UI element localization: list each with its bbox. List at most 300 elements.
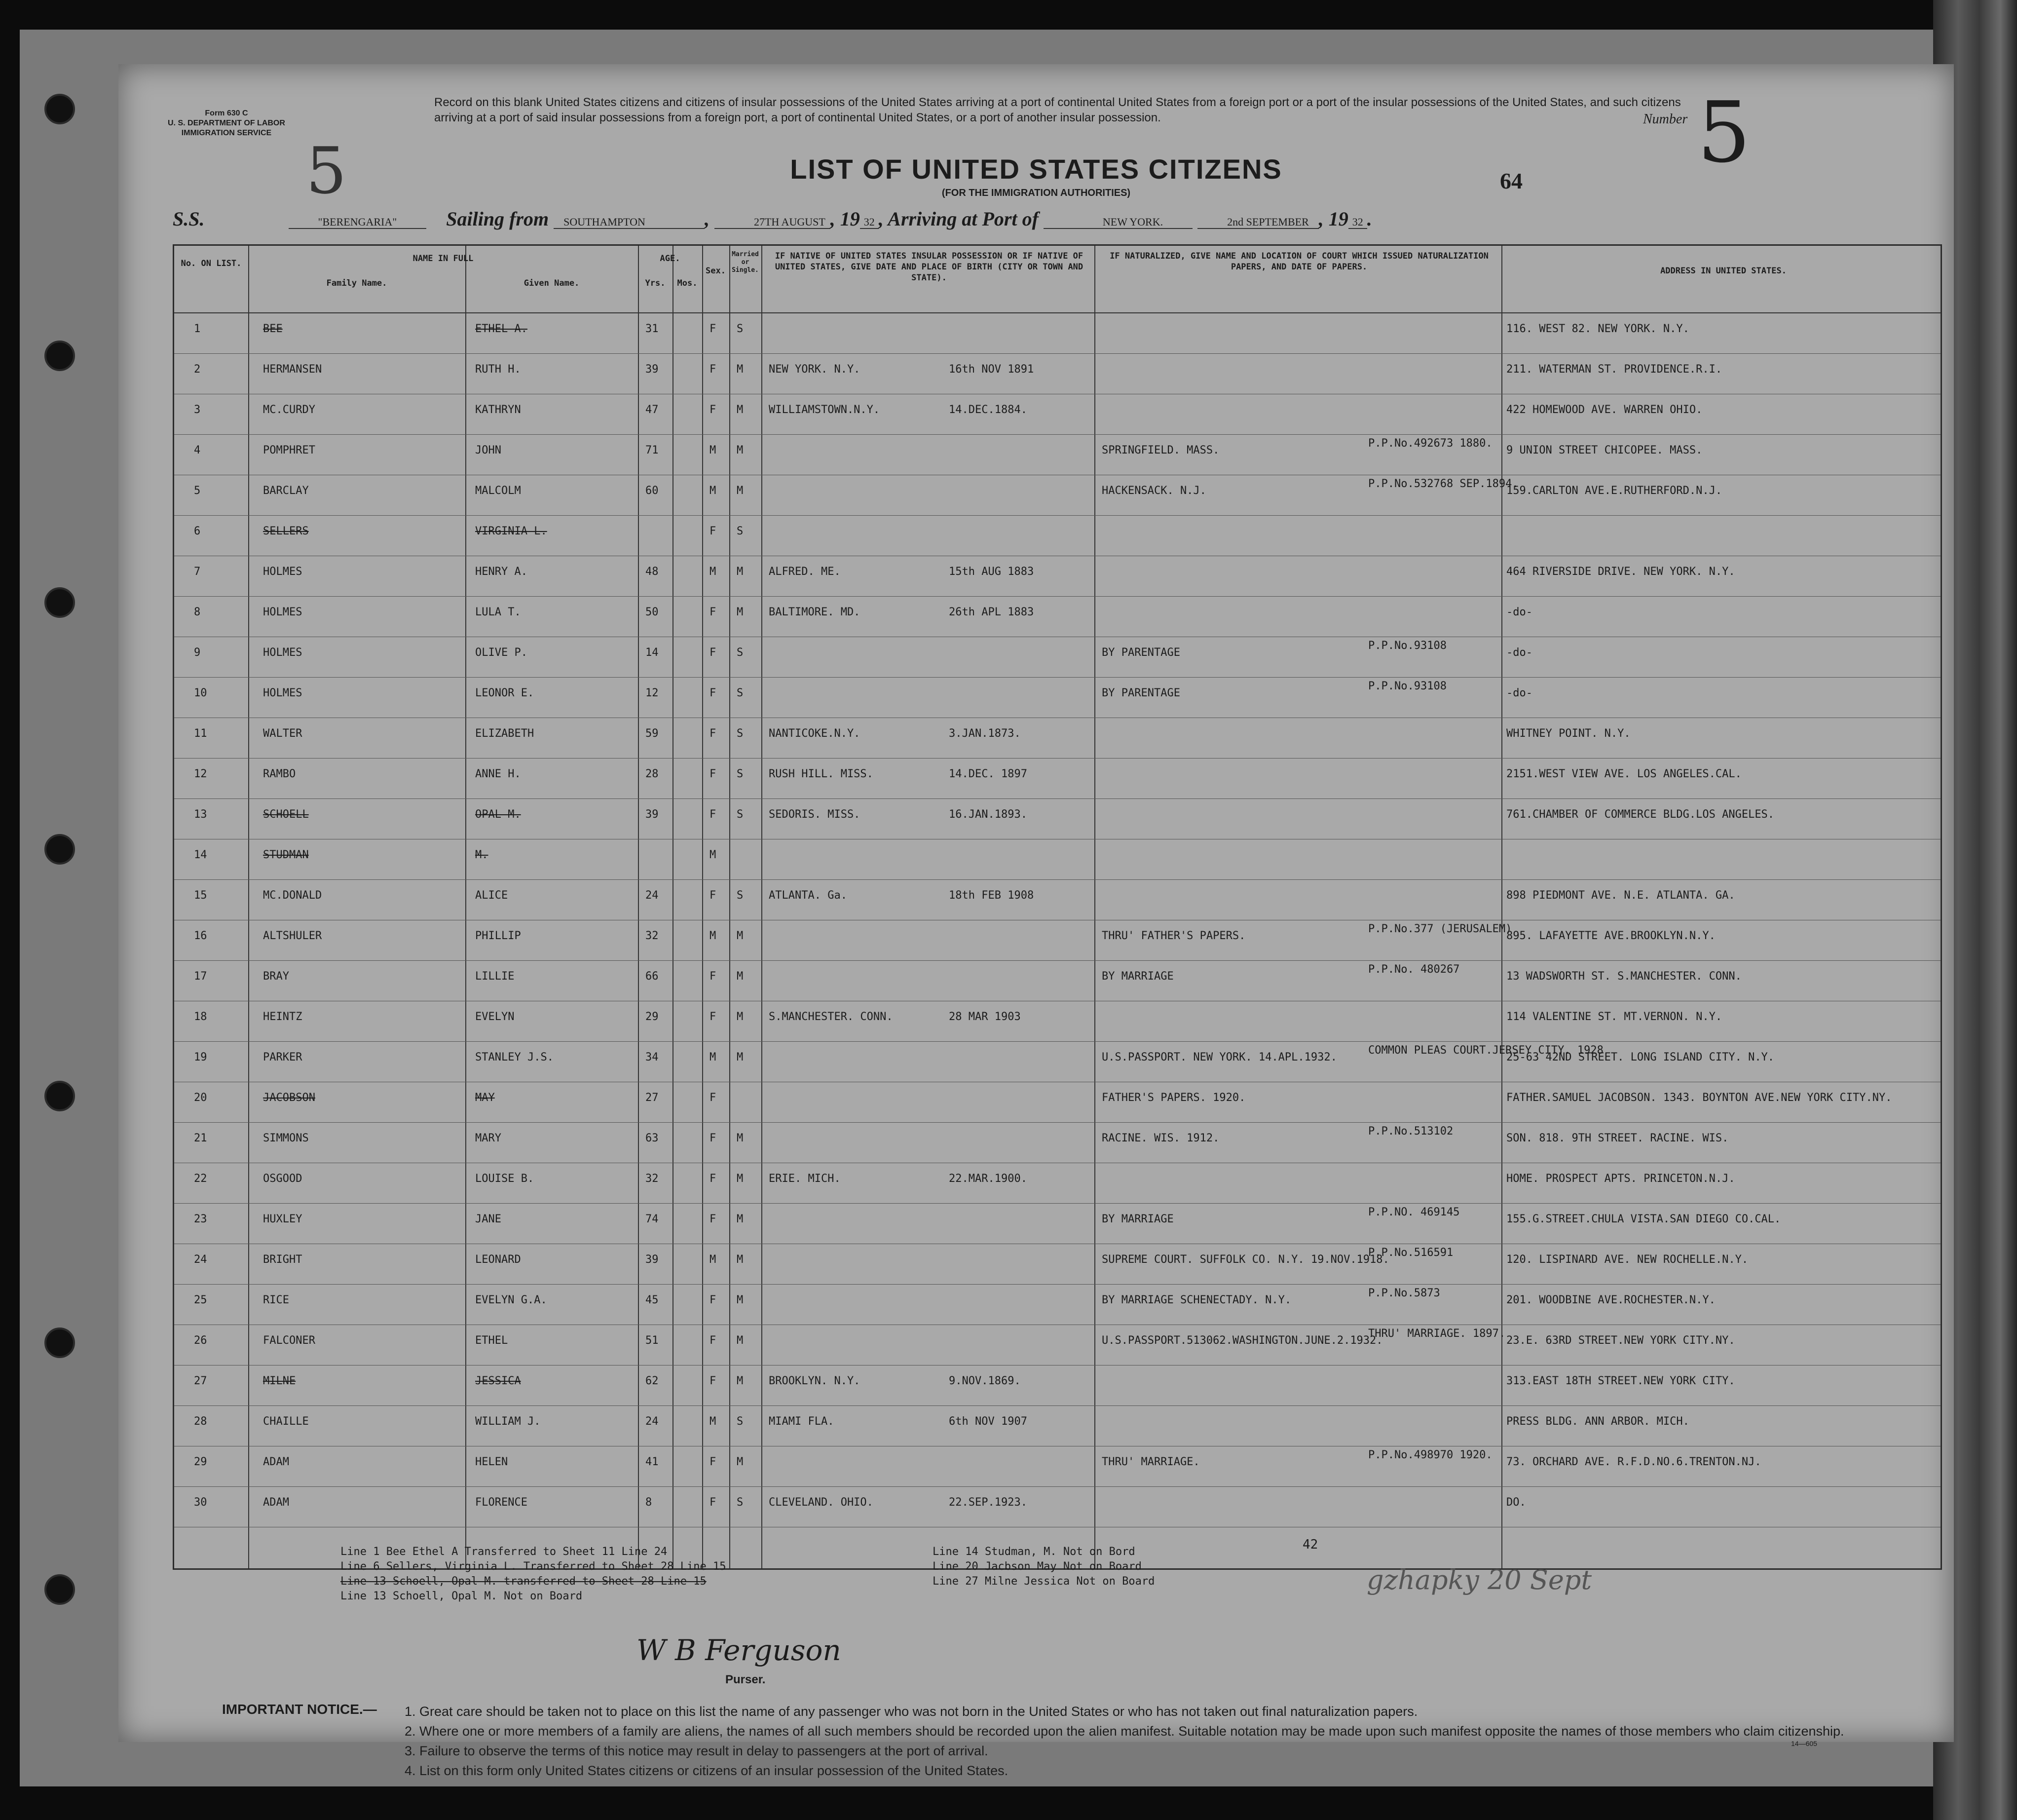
cell-sex: M xyxy=(710,849,716,861)
binder-hole xyxy=(44,1081,75,1111)
cell-no: 12 xyxy=(194,768,207,780)
cell-family: BARCLAY xyxy=(263,485,309,497)
cell-family: MC.CURDY xyxy=(263,404,315,416)
cell-address: 422 HOMEWOOD AVE. WARREN OHIO. xyxy=(1506,404,1703,416)
cell-ms: M xyxy=(737,606,744,618)
cell-nat2: THRU' MARRIAGE. 1897. xyxy=(1368,1327,1506,1340)
cell-ms: M xyxy=(737,1213,744,1225)
cell-no: 20 xyxy=(194,1092,207,1104)
cell-address: -do- xyxy=(1506,646,1532,659)
cell-no: 11 xyxy=(194,727,207,740)
cell-sex: M xyxy=(710,566,716,578)
cell-sex: F xyxy=(710,1132,716,1144)
cell-given: KATHRYN xyxy=(475,404,521,416)
table-row xyxy=(174,598,1941,637)
table-row xyxy=(174,477,1941,515)
cell-family: FALCONER xyxy=(263,1334,315,1347)
cell-given: ETHEL A. xyxy=(475,323,527,335)
table-row xyxy=(174,1286,1941,1325)
cell-ms: M xyxy=(737,1173,744,1185)
purser-label: Purser. xyxy=(725,1673,766,1686)
cell-family: HOLMES xyxy=(263,687,302,699)
cell-address: 73. ORCHARD AVE. R.F.D.NO.6.TRENTON.NJ. xyxy=(1506,1456,1761,1468)
cell-address: 116. WEST 82. NEW YORK. N.Y. xyxy=(1506,323,1689,335)
cell-sex: F xyxy=(710,727,716,740)
cell-nat1: BY MARRIAGE SCHENECTADY. N.Y. xyxy=(1102,1294,1292,1306)
cell-given: ALICE xyxy=(475,889,508,902)
cell-birth-place: RUSH HILL. MISS. xyxy=(769,768,873,780)
cell-age: 59 xyxy=(645,727,659,740)
cell-given: LEONOR E. xyxy=(475,687,534,699)
cell-given: JOHN xyxy=(475,444,501,456)
cell-family: BRIGHT xyxy=(263,1253,302,1266)
cell-ms: M xyxy=(737,566,744,578)
cell-family: MC.DONALD xyxy=(263,889,322,902)
cell-given: LULA T. xyxy=(475,606,521,618)
cell-address: 23.E. 63RD STREET.NEW YORK CITY.NY. xyxy=(1506,1334,1735,1347)
cell-no: 9 xyxy=(194,646,201,659)
cell-address: 898 PIEDMONT AVE. N.E. ATLANTA. GA. xyxy=(1506,889,1735,902)
number-label: Number xyxy=(1643,112,1688,127)
header-yrs: Yrs. xyxy=(645,278,666,288)
cell-no: 3 xyxy=(194,404,201,416)
table-row xyxy=(174,881,1941,920)
notice-label: IMPORTANT NOTICE.— xyxy=(222,1702,377,1717)
cell-sex: F xyxy=(710,1456,716,1468)
cell-nat2: P.P.No.5873 xyxy=(1368,1287,1440,1299)
cell-sex: F xyxy=(710,768,716,780)
manifest-sheet xyxy=(118,64,1954,1778)
cell-no: 2 xyxy=(194,363,201,376)
cell-nat1: HACKENSACK. N.J. xyxy=(1102,485,1206,497)
footnotes-right xyxy=(933,1545,1155,1589)
cell-address: 313.EAST 18TH STREET.NEW YORK CITY. xyxy=(1506,1375,1735,1387)
binder-hole xyxy=(44,1574,75,1605)
cell-address: 159.CARLTON AVE.E.RUTHERFORD.N.J. xyxy=(1506,485,1722,497)
cell-nat1: FATHER'S PAPERS. 1920. xyxy=(1102,1092,1246,1104)
cell-address: 211. WATERMAN ST. PROVIDENCE.R.I. xyxy=(1506,363,1722,376)
cell-nat1: U.S.PASSPORT.513062.WASHINGTON.JUNE.2.1932. xyxy=(1102,1334,1383,1347)
table-row xyxy=(174,315,1941,353)
cell-family: JACOBSON xyxy=(263,1092,315,1104)
table-row xyxy=(174,436,1941,475)
cell-age: 51 xyxy=(645,1334,659,1347)
cell-sex: F xyxy=(710,889,716,902)
cell-nat1: SUPREME COURT. SUFFOLK CO. N.Y. 19.NOV.1918. xyxy=(1102,1253,1389,1266)
cell-birth-date: 3.JAN.1873. xyxy=(949,727,1021,740)
header-note: Record on this blank United States citizens and citizens of insular possessions of the United States arriving at a port of continental United States from a foreign port or a port of the insular possessions of the United States, and such citizens arriving at a port of said insular possessions from a foreign port, a port of continental United States, or a port of another insular possession. xyxy=(434,96,1681,124)
cell-nat1: THRU' FATHER'S PAPERS. xyxy=(1102,930,1246,942)
cell-sex: F xyxy=(710,1496,716,1509)
table-row xyxy=(174,1488,1941,1527)
cell-address: 9 UNION STREET CHICOPEE. MASS. xyxy=(1506,444,1703,456)
table-row xyxy=(174,1205,1941,1244)
cell-family: HERMANSEN xyxy=(263,363,322,376)
cell-nat1: U.S.PASSPORT. NEW YORK. 14.APL.1932. xyxy=(1102,1051,1337,1063)
cell-no: 13 xyxy=(194,808,207,821)
cell-sex: F xyxy=(710,687,716,699)
table-row xyxy=(174,1003,1941,1041)
cell-age: 74 xyxy=(645,1213,659,1225)
cell-family: HUXLEY xyxy=(263,1213,302,1225)
cell-address: 13 WADSWORTH ST. S.MANCHESTER. CONN. xyxy=(1506,970,1742,983)
notice-item: 3. Failure to observe the terms of this notice may result in delay to passengers at the port of arrival. xyxy=(405,1744,988,1758)
voyage-line: S.S. "BERENGARIA" Sailing from SOUTHAMPTON , 27TH AUGUST , 19 32 , Arriving at Port of NEW YORK. 2nd SEPTEMBER , 19 32 . xyxy=(173,208,1372,230)
cell-birth-place: ERIE. MICH. xyxy=(769,1173,841,1185)
page-title: LIST OF UNITED STATES CITIZENS xyxy=(790,153,1282,185)
cell-given: ETHEL xyxy=(475,1334,508,1347)
form-identifier: Form 630 C U. S. DEPARTMENT OF LABOR IMMIGRATION SERVICE xyxy=(168,109,285,137)
form-code: 14—605 xyxy=(1791,1740,1817,1747)
cell-given: FLORENCE xyxy=(475,1496,527,1509)
cell-age: 62 xyxy=(645,1375,659,1387)
cell-given: LEONARD xyxy=(475,1253,521,1266)
cell-no: 7 xyxy=(194,566,201,578)
table-row xyxy=(174,355,1941,394)
header-sex: Sex. xyxy=(706,266,726,276)
departure-port: SOUTHAMPTON xyxy=(554,216,705,229)
cell-no: 19 xyxy=(194,1051,207,1063)
table-row xyxy=(174,720,1941,758)
cell-sex: F xyxy=(710,1173,716,1185)
handwritten-note: gzhapky 20 Sept xyxy=(1367,1564,1592,1595)
cell-sex: M xyxy=(710,444,716,456)
cell-family: WALTER xyxy=(263,727,302,740)
cell-nat2: P.P.No.513102 xyxy=(1368,1125,1454,1138)
cell-address: 464 RIVERSIDE DRIVE. NEW YORK. N.Y. xyxy=(1506,566,1735,578)
cell-family: POMPHRET xyxy=(263,444,315,456)
cell-given: ELIZABETH xyxy=(475,727,534,740)
notice-item: 2. Where one or more members of a family are aliens, the names of all such members should be recorded upon the alien manifest. Suitable notation may be made upon such manifest opposite the names of those members who claim citizenship. xyxy=(405,1724,1844,1739)
footnote: Line 20 Jacbson May Not on Board xyxy=(933,1560,1142,1573)
cell-age: 8 xyxy=(645,1496,652,1509)
cell-sex: F xyxy=(710,970,716,983)
header-no: No. ON LIST. xyxy=(181,259,242,268)
cell-sex: M xyxy=(710,1415,716,1428)
cell-age: 48 xyxy=(645,566,659,578)
cell-age: 50 xyxy=(645,606,659,618)
table-row xyxy=(174,1084,1941,1122)
cell-family: HOLMES xyxy=(263,566,302,578)
cell-ms: M xyxy=(737,970,744,983)
cell-address: SON. 818. 9TH STREET. RACINE. WIS. xyxy=(1506,1132,1729,1144)
cell-address: 2151.WEST VIEW AVE. LOS ANGELES.CAL. xyxy=(1506,768,1742,780)
cell-given: OPAL M. xyxy=(475,808,521,821)
cell-nat2: P.P.No.498970 1920. xyxy=(1368,1449,1493,1461)
cell-family: RAMBO xyxy=(263,768,296,780)
cell-given: PHILLIP xyxy=(475,930,521,942)
cell-address: -do- xyxy=(1506,687,1532,699)
cell-family: OSGOOD xyxy=(263,1173,302,1185)
cell-given: MARY xyxy=(475,1132,501,1144)
cell-nat2: P.P.No.492673 1880. xyxy=(1368,437,1493,450)
cell-address: 201. WOODBINE AVE.ROCHESTER.N.Y. xyxy=(1506,1294,1716,1306)
footnote: Line 1 Bee Ethel A Transferred to Sheet 11 Line 24 xyxy=(340,1546,668,1558)
binder-hole xyxy=(44,587,75,618)
footnote: Line 13 Schoell, Opal M. Not on Board xyxy=(340,1590,583,1602)
cell-no: 27 xyxy=(194,1375,207,1387)
cell-given: LILLIE xyxy=(475,970,515,983)
cell-age: 29 xyxy=(645,1011,659,1023)
cell-family: RICE xyxy=(263,1294,289,1306)
binder-hole xyxy=(44,94,75,124)
cell-ms: M xyxy=(737,1334,744,1347)
cell-sex: F xyxy=(710,363,716,376)
cell-age: 31 xyxy=(645,323,659,335)
cell-given: VIRGINIA L. xyxy=(475,525,547,537)
cell-address: DO. xyxy=(1506,1496,1526,1509)
footnote: Line 27 Milne Jessica Not on Board xyxy=(933,1575,1155,1588)
cell-sex: F xyxy=(710,606,716,618)
cell-no: 15 xyxy=(194,889,207,902)
footnotes-left xyxy=(340,1545,726,1604)
cell-no: 18 xyxy=(194,1011,207,1023)
cell-no: 22 xyxy=(194,1173,207,1185)
footnote: Line 6 Sellers, Virginia L. Transferred to Sheet 28 Line 15 xyxy=(340,1560,726,1573)
cell-sex: F xyxy=(710,1375,716,1387)
cell-age: 24 xyxy=(645,889,659,902)
cell-age: 12 xyxy=(645,687,659,699)
table-row xyxy=(174,1448,1941,1486)
table-row xyxy=(174,1124,1941,1163)
cell-ms: S xyxy=(737,525,744,537)
cell-birth-place: WILLIAMSTOWN.N.Y. xyxy=(769,404,880,416)
table-row xyxy=(174,760,1941,798)
cell-nat2: COMMON PLEAS COURT.JERSEY CITY. 1928 xyxy=(1368,1044,1604,1057)
cell-address: WHITNEY POINT. N.Y. xyxy=(1506,727,1631,740)
cell-birth-date: 18th FEB 1908 xyxy=(949,889,1034,902)
cell-age: 14 xyxy=(645,646,659,659)
cell-birth-date: 26th APL 1883 xyxy=(949,606,1034,618)
passenger-table xyxy=(173,244,1942,1570)
table-row xyxy=(174,1043,1941,1082)
cell-nat2: P.P.NO. 469145 xyxy=(1368,1206,1460,1218)
cell-no: 4 xyxy=(194,444,201,456)
cell-family: SIMMONS xyxy=(263,1132,309,1144)
cell-nat2: P.P.No.93108 xyxy=(1368,640,1447,652)
cell-nat1: BY PARENTAGE xyxy=(1102,687,1180,699)
cell-no: 5 xyxy=(194,485,201,497)
cell-ms: M xyxy=(737,1253,744,1266)
cell-ms: M xyxy=(737,444,744,456)
cell-birth-place: ALFRED. ME. xyxy=(769,566,841,578)
cell-birth-date: 22.MAR.1900. xyxy=(949,1173,1027,1185)
cell-ms: S xyxy=(737,687,744,699)
departure-date: 27TH AUGUST xyxy=(714,216,830,229)
cell-age: 71 xyxy=(645,444,659,456)
cell-given: WILLIAM J. xyxy=(475,1415,541,1428)
cell-sex: F xyxy=(710,1294,716,1306)
cell-given: HENRY A. xyxy=(475,566,527,578)
table-row xyxy=(174,1246,1941,1284)
cell-sex: F xyxy=(710,808,716,821)
cell-birth-date: 14.DEC. 1897 xyxy=(949,768,1027,780)
cell-no: 14 xyxy=(194,849,207,861)
cell-nat2: P.P.No.93108 xyxy=(1368,680,1447,692)
cell-sex: F xyxy=(710,1334,716,1347)
cell-family: ADAM xyxy=(263,1456,289,1468)
cell-birth-date: 22.SEP.1923. xyxy=(949,1496,1027,1509)
cell-age: 66 xyxy=(645,970,659,983)
cell-family: STUDMAN xyxy=(263,849,309,861)
cell-family: BEE xyxy=(263,323,283,335)
cell-ms: S xyxy=(737,323,744,335)
cell-given: RUTH H. xyxy=(475,363,521,376)
cell-birth-date: 28 MAR 1903 xyxy=(949,1011,1021,1023)
cell-address: PRESS BLDG. ANN ARBOR. MICH. xyxy=(1506,1415,1689,1428)
cell-no: 26 xyxy=(194,1334,207,1347)
cell-birth-place: BROOKLYN. N.Y. xyxy=(769,1375,860,1387)
cell-nat1: RACINE. WIS. 1912. xyxy=(1102,1132,1220,1144)
cell-birth-date: 16.JAN.1893. xyxy=(949,808,1027,821)
cell-age: 60 xyxy=(645,485,659,497)
cell-ms: M xyxy=(737,404,744,416)
cell-ms: M xyxy=(737,1051,744,1063)
cell-birth-place: SEDORIS. MISS. xyxy=(769,808,860,821)
cell-nat1: BY PARENTAGE xyxy=(1102,646,1180,659)
cell-family: CHAILLE xyxy=(263,1415,309,1428)
table-row xyxy=(174,639,1941,677)
cell-ms: M xyxy=(737,1456,744,1468)
cell-family: HEINTZ xyxy=(263,1011,302,1023)
cell-family: ALTSHULER xyxy=(263,930,322,942)
cell-age: 34 xyxy=(645,1051,659,1063)
cell-sex: M xyxy=(710,1051,716,1063)
cell-ms: S xyxy=(737,889,744,902)
header-address: ADDRESS IN UNITED STATES. xyxy=(1660,266,1787,276)
cell-age: 24 xyxy=(645,1415,659,1428)
cell-no: 1 xyxy=(194,323,201,335)
cell-birth-place: NEW YORK. N.Y. xyxy=(769,363,860,376)
table-row xyxy=(174,800,1941,839)
header-given-name: Given Name. xyxy=(523,278,580,288)
cell-address: FATHER.SAMUEL JACOBSON. 1343. BOYNTON AVE.NEW YORK CITY.NY. xyxy=(1506,1092,1892,1104)
cell-given: JESSICA xyxy=(475,1375,521,1387)
cell-ms: M xyxy=(737,1375,744,1387)
footnote: Line 13 Schoell, Opal M. transferred to Sheet 28 Line 15 xyxy=(340,1575,707,1588)
table-row xyxy=(174,1407,1941,1446)
cell-nat2: P.P.No.516591 xyxy=(1368,1247,1454,1259)
stamp-number: 64 xyxy=(1500,168,1523,193)
cell-nat1: BY MARRIAGE xyxy=(1102,970,1174,983)
table-row xyxy=(174,922,1941,960)
cell-nat1: THRU' MARRIAGE. xyxy=(1102,1456,1200,1468)
cell-ms: S xyxy=(737,727,744,740)
cell-given: HELEN xyxy=(475,1456,508,1468)
cell-family: MILNE xyxy=(263,1375,296,1387)
table-row xyxy=(174,558,1941,596)
cell-family: BRAY xyxy=(263,970,289,983)
cell-no: 24 xyxy=(194,1253,207,1266)
cell-ms: M xyxy=(737,1294,744,1306)
cell-birth-date: 14.DEC.1884. xyxy=(949,404,1027,416)
cell-family: HOLMES xyxy=(263,646,302,659)
cell-birth-place: BALTIMORE. MD. xyxy=(769,606,860,618)
table-row xyxy=(174,841,1941,879)
cell-no: 25 xyxy=(194,1294,207,1306)
cell-no: 17 xyxy=(194,970,207,983)
table-row xyxy=(174,1165,1941,1203)
list-number: 5 xyxy=(1697,84,1751,182)
cell-no: 16 xyxy=(194,930,207,942)
cell-birth-date: 6th NOV 1907 xyxy=(949,1415,1027,1428)
cell-sex: F xyxy=(710,646,716,659)
cell-address: 25-63 42ND STREET. LONG ISLAND CITY. N.Y. xyxy=(1506,1051,1775,1063)
cell-ms: S xyxy=(737,646,744,659)
cell-birth-place: ATLANTA. Ga. xyxy=(769,889,847,902)
ship-name: "BERENGARIA" xyxy=(289,216,427,229)
header-mos: Mos. xyxy=(677,278,698,288)
table-row xyxy=(174,679,1941,718)
cell-age: 45 xyxy=(645,1294,659,1306)
cell-age: 27 xyxy=(645,1092,659,1104)
cell-no: 21 xyxy=(194,1132,207,1144)
cell-sex: F xyxy=(710,525,716,537)
table-row xyxy=(174,517,1941,556)
cell-nat2: P.P.No.377 (JERUSALEM) xyxy=(1368,923,1512,935)
cell-ms: M xyxy=(737,1132,744,1144)
cell-no: 28 xyxy=(194,1415,207,1428)
cell-sex: M xyxy=(710,930,716,942)
cell-sex: F xyxy=(710,404,716,416)
cell-age: 63 xyxy=(645,1132,659,1144)
cell-ms: S xyxy=(737,808,744,821)
purser-signature: W B Ferguson xyxy=(636,1633,841,1667)
arrival-date: 2nd SEPTEMBER xyxy=(1197,216,1319,229)
important-notice xyxy=(405,1702,1924,1781)
cell-address: -do- xyxy=(1506,606,1532,618)
footnote: Line 14 Studman, M. Not on Bord xyxy=(933,1546,1135,1558)
cell-sex: F xyxy=(710,1213,716,1225)
cell-given: STANLEY J.S. xyxy=(475,1051,554,1063)
cell-address: 120. LISPINARD AVE. NEW ROCHELLE.N.Y. xyxy=(1506,1253,1749,1266)
cell-sex: F xyxy=(710,323,716,335)
cell-ms: S xyxy=(737,768,744,780)
cell-given: EVELYN G.A. xyxy=(475,1294,547,1306)
cell-nat2: P.P.No. 480267 xyxy=(1368,963,1460,976)
cell-address: 895. LAFAYETTE AVE.BROOKLYN.N.Y. xyxy=(1506,930,1716,942)
cell-age: 47 xyxy=(645,404,659,416)
cell-given: M. xyxy=(475,849,488,861)
cell-age: 32 xyxy=(645,930,659,942)
cell-nat1: BY MARRIAGE xyxy=(1102,1213,1174,1225)
table-row xyxy=(174,1367,1941,1405)
cell-age: 32 xyxy=(645,1173,659,1185)
handwritten-mark: 5 xyxy=(306,133,347,208)
cell-age: 28 xyxy=(645,768,659,780)
cell-sex: F xyxy=(710,1092,716,1104)
cell-no: 30 xyxy=(194,1496,207,1509)
cell-address: 761.CHAMBER OF COMMERCE BLDG.LOS ANGELES. xyxy=(1506,808,1775,821)
binder-hole xyxy=(44,1327,75,1358)
cell-no: 10 xyxy=(194,687,207,699)
page-subtitle: (FOR THE IMMIGRATION AUTHORITIES) xyxy=(941,188,1131,198)
footnote-number: 42 xyxy=(1303,1537,1318,1552)
cell-nat1: SPRINGFIELD. MASS. xyxy=(1102,444,1220,456)
cell-given: EVELYN xyxy=(475,1011,515,1023)
cell-ms: M xyxy=(737,1011,744,1023)
table-row xyxy=(174,962,1941,1001)
cell-address: 114 VALENTINE ST. MT.VERNON. N.Y. xyxy=(1506,1011,1722,1023)
cell-birth-date: 16th NOV 1891 xyxy=(949,363,1034,376)
arrival-port: NEW YORK. xyxy=(1044,216,1193,229)
cell-birth-place: CLEVELAND. OHIO. xyxy=(769,1496,873,1509)
notice-item: 4. List on this form only United States citizens or citizens of an insular possession of the United States. xyxy=(405,1763,1008,1778)
cell-no: 6 xyxy=(194,525,201,537)
cell-nat2: P.P.No.532768 SEP.1894. xyxy=(1368,478,1519,490)
cell-no: 8 xyxy=(194,606,201,618)
header-birth: IF NATIVE OF UNITED STATES INSULAR POSSESSION OR IF NATIVE OF UNITED STATES, GIVE DATE AND PLACE OF BIRTH (CITY OR TOWN AND STATE). xyxy=(775,251,1083,283)
